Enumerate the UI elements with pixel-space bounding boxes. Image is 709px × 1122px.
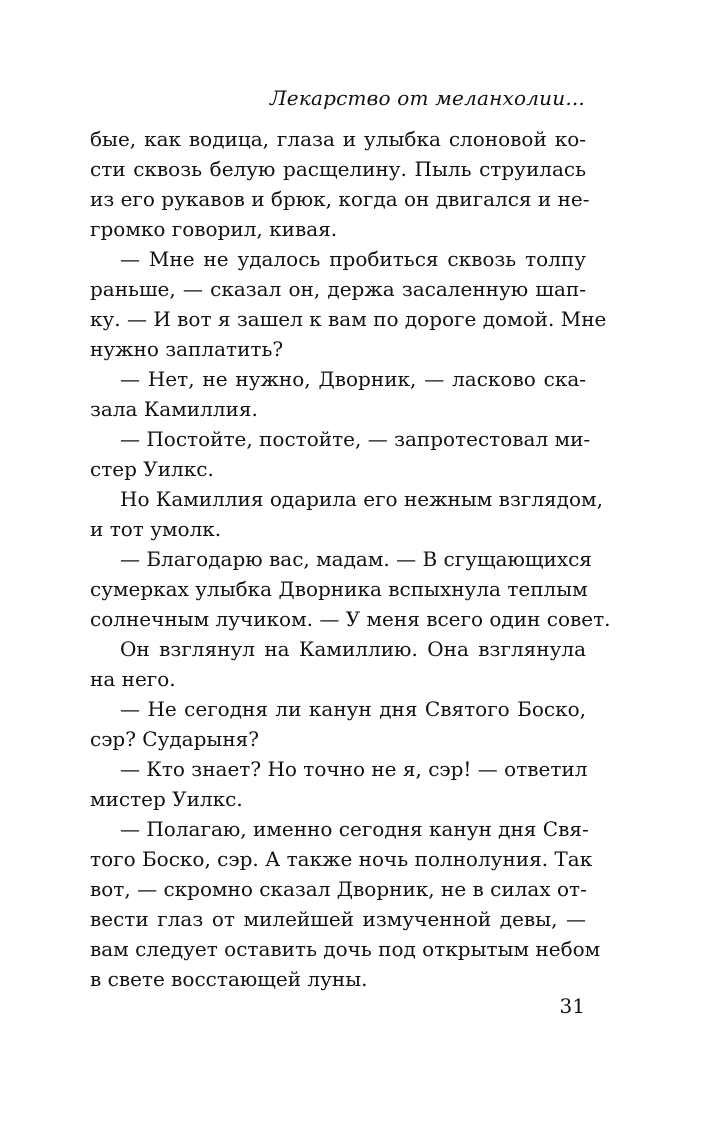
text-line: и тот умолк. xyxy=(90,517,222,541)
text-line: — Мне не удалось пробиться сквозь толпу xyxy=(120,247,586,271)
text-line: вести глаз от милейшей измученной девы, — xyxy=(90,907,586,931)
text-line: бые, как водица, глаза и улыбка слоновой ко- xyxy=(90,127,586,151)
text-line: — Не сегодня ли канун дня Святого Боско, xyxy=(120,697,586,721)
text-line: в свете восстающей луны. xyxy=(90,967,368,991)
running-head: Лекарство от меланхолии... xyxy=(269,86,585,110)
text-line: — Постойте, постойте, — запротестовал ми- xyxy=(120,427,591,451)
text-line: сумерках улыбка Дворника вспыхнула теплым xyxy=(90,577,588,601)
page-number: 31 xyxy=(559,994,585,1018)
body-text xyxy=(90,124,611,994)
text-line: на него. xyxy=(90,667,176,691)
text-line: нужно заплатить? xyxy=(90,337,284,361)
text-line: мистер Уилкс. xyxy=(90,787,243,811)
text-line: солнечным лучиком. — У меня всего один совет. xyxy=(90,607,611,631)
text-line: Он взглянул на Камиллию. Она взглянула xyxy=(120,637,586,661)
text-line: — Кто знает? Но точно не я, сэр! — ответил xyxy=(120,757,588,781)
text-line: сэр? Сударыня? xyxy=(90,727,259,751)
text-line: громко говорил, кивая. xyxy=(90,217,338,241)
text-line: — Нет, не нужно, Дворник, — ласково ска- xyxy=(120,367,586,391)
text-line: вот, — скромно сказал Дворник, не в силах от- xyxy=(90,877,587,901)
text-line: зала Камиллия. xyxy=(90,397,258,421)
text-line: сти сквозь белую расщелину. Пыль струилась xyxy=(90,157,586,181)
text-line: — Полагаю, именно сегодня канун дня Свя- xyxy=(120,817,589,841)
text-line: Но Камиллия одарила его нежным взглядом, xyxy=(120,487,603,511)
text-line: раньше, — сказал он, держа засаленную шап- xyxy=(90,277,586,301)
text-line: стер Уилкс. xyxy=(90,457,214,481)
text-line: из его рукавов и брюк, когда он двигался и не- xyxy=(90,187,590,211)
text-line: ку. — И вот я зашел к вам по дороге домой. Мне xyxy=(90,307,607,331)
text-line: того Боско, сэр. А также ночь полнолуния. Так xyxy=(90,847,593,871)
text-line: — Благодарю вас, мадам. — В сгущающихся xyxy=(120,547,592,571)
text-line: вам следует оставить дочь под открытым небом xyxy=(90,937,601,961)
